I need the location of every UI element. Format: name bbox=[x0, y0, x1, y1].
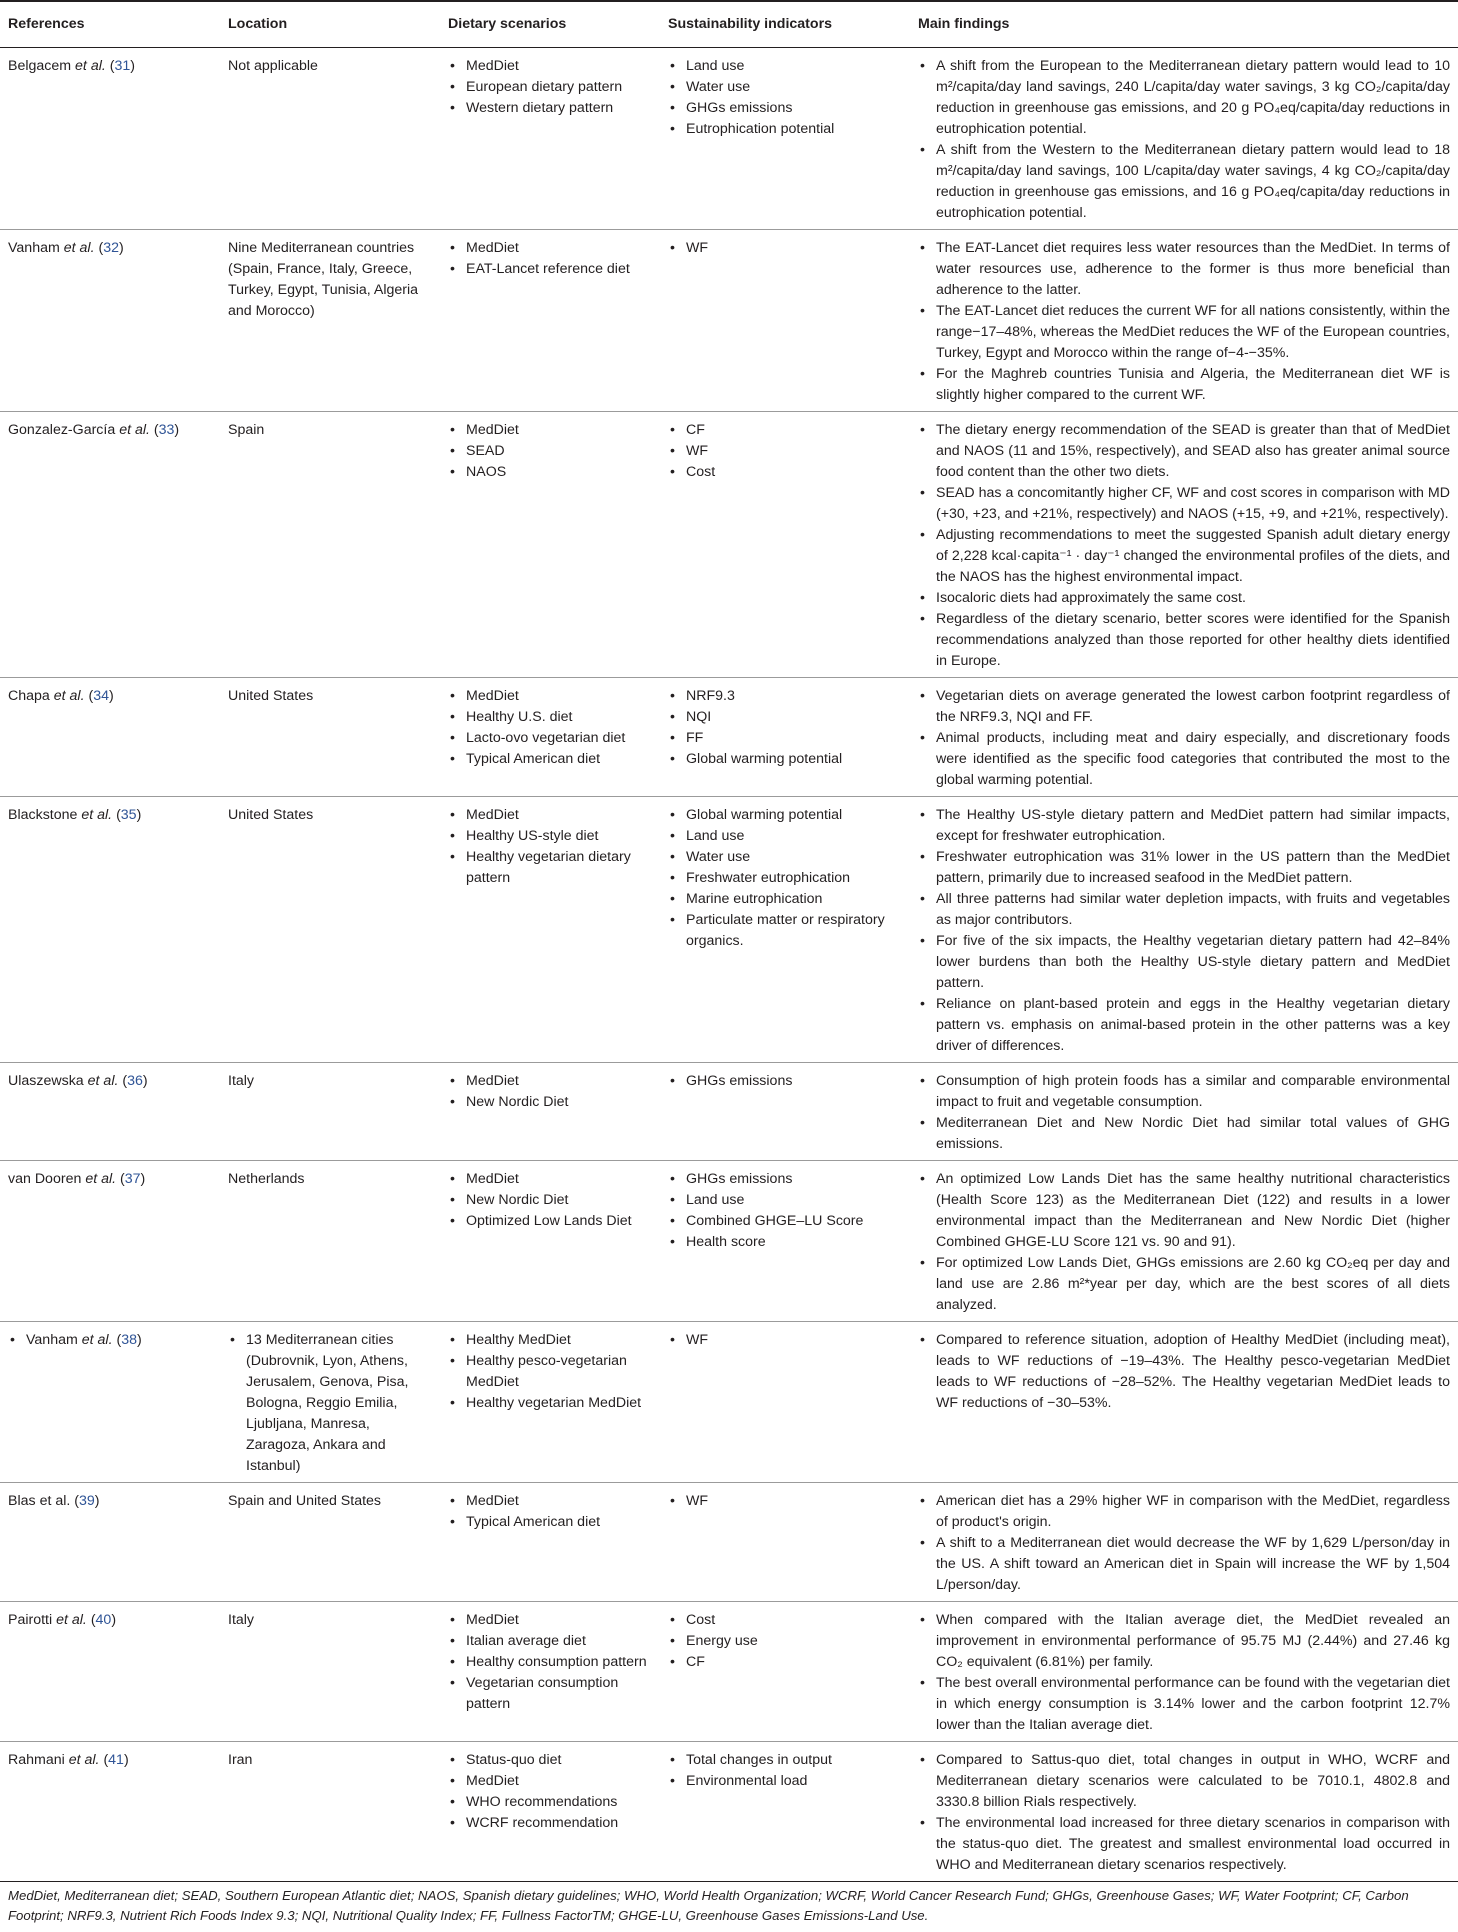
reference-author: Vanham bbox=[8, 240, 60, 256]
citation-link[interactable]: 31 bbox=[114, 58, 131, 74]
finding-item-list bbox=[918, 420, 1450, 672]
location-text: • 13 Mediterranean cities (Dubrovnik, Lyon, Athens, Jerusalem, Genova, Pisa, Bologna, Reggio Emilia, Ljubljana, Manresa, Zaragoza, Ankara and Istanbul) bbox=[228, 1330, 432, 1477]
finding-item: • All three patterns had similar water depletion impacts, with fruits and vegetables as major contributors. bbox=[918, 889, 1450, 931]
citation-link[interactable]: 32 bbox=[103, 240, 119, 256]
reference-author: Blackstone bbox=[8, 807, 78, 823]
findings-cell bbox=[910, 1161, 1458, 1322]
reference-author: Chapa bbox=[8, 688, 50, 704]
indicator-item: • Global warming potential bbox=[668, 805, 902, 826]
finding-item: • The Healthy US-style dietary pattern and MedDiet pattern had similar impacts, except for freshwater eutrophication. bbox=[918, 805, 1450, 847]
scenario-item: • MedDiet bbox=[448, 805, 652, 826]
scenario-item: • Healthy pesco-vegetarian MedDiet bbox=[448, 1351, 652, 1393]
findings-cell bbox=[910, 1322, 1458, 1483]
indicator-item: • Water use bbox=[668, 77, 902, 98]
citation-link[interactable]: 39 bbox=[79, 1493, 95, 1509]
reference-cell: Rahmani et al. (41) bbox=[0, 1742, 220, 1882]
reference-et-al: et al. bbox=[85, 1171, 117, 1187]
finding-item: • The best overall environmental performance can be found with the vegetarian diet in which energy consumption is 3.14% lower and the carbon footprint 12.7% lower than the Italian average diet. bbox=[918, 1673, 1450, 1736]
scenario-item-list bbox=[448, 805, 652, 889]
finding-item: • For five of the six impacts, the Healthy vegetarian dietary pattern had 42–84% lower burdens than both the Healthy US-style dietary pattern and MedDiet pattern. bbox=[918, 931, 1450, 994]
dietary-scenarios-cell bbox=[440, 1063, 660, 1161]
findings-cell bbox=[910, 1483, 1458, 1602]
indicator-item-list bbox=[668, 805, 902, 952]
indicator-item: • Global warming potential bbox=[668, 749, 902, 770]
scenario-item: • EAT-Lancet reference diet bbox=[448, 259, 652, 280]
reference-author: Gonzalez-García bbox=[8, 422, 116, 438]
findings-cell bbox=[910, 412, 1458, 678]
scenario-item: • MedDiet bbox=[448, 238, 652, 259]
reference-et-al: et al. bbox=[75, 58, 106, 74]
table-row bbox=[0, 1742, 1458, 1882]
reference-et-al: et al. bbox=[68, 1752, 100, 1768]
reference-et-al: et al. bbox=[119, 422, 150, 438]
reference-cell: Belgacem et al. (31) bbox=[0, 48, 220, 230]
reference-et-al: et al. bbox=[81, 807, 113, 823]
scenario-item: • MedDiet bbox=[448, 686, 652, 707]
location-cell: Netherlands bbox=[220, 1161, 440, 1322]
indicator-item: • NRF9.3 bbox=[668, 686, 902, 707]
citation-link[interactable]: 33 bbox=[158, 422, 175, 438]
reference-author: Rahmani bbox=[8, 1752, 65, 1768]
indicator-item-list bbox=[668, 56, 902, 140]
location-cell: Spain bbox=[220, 412, 440, 678]
finding-item: • Mediterranean Diet and New Nordic Diet had similar total values of GHG emissions. bbox=[918, 1113, 1450, 1155]
findings-cell bbox=[910, 1063, 1458, 1161]
finding-item-list bbox=[918, 1491, 1450, 1596]
indicators-cell bbox=[660, 1322, 910, 1483]
finding-item-list bbox=[918, 686, 1450, 791]
finding-item: • SEAD has a concomitantly higher CF, WF and cost scores in comparison with MD (+30, +23, and +21%, respectively) and NAOS (+15, +9, and +21%, respectively). bbox=[918, 483, 1450, 525]
indicator-item: • Eutrophication potential bbox=[668, 119, 902, 140]
location-cell: Nine Mediterranean countries (Spain, France, Italy, Greece, Turkey, Egypt, Tunisia, Algeria and Morocco) bbox=[220, 230, 440, 412]
header-references: References bbox=[0, 1, 220, 48]
indicator-item: • Land use bbox=[668, 1190, 902, 1211]
scenario-item-list bbox=[448, 1169, 652, 1232]
finding-item: • The dietary energy recommendation of the SEAD is greater than that of MedDiet and NAOS (11 and 15%, respectively), and SEAD also has greater animal source food content than the other two diets. bbox=[918, 420, 1450, 483]
reference-author: Vanham bbox=[26, 1332, 78, 1348]
indicators-cell bbox=[660, 1063, 910, 1161]
indicator-item: • GHGs emissions bbox=[668, 98, 902, 119]
scenario-item: • European dietary pattern bbox=[448, 77, 652, 98]
location-list bbox=[228, 1330, 432, 1477]
scenario-item: • WCRF recommendation bbox=[448, 1813, 652, 1834]
reference-author: Ulaszewska bbox=[8, 1073, 84, 1089]
dietary-scenarios-cell bbox=[440, 797, 660, 1063]
header-main-findings: Main findings bbox=[910, 1, 1458, 48]
indicator-item: • Energy use bbox=[668, 1631, 902, 1652]
indicator-item-list bbox=[668, 238, 902, 259]
dietary-scenarios-cell bbox=[440, 678, 660, 797]
indicators-cell bbox=[660, 1483, 910, 1602]
scenario-item: • Vegetarian consumption pattern bbox=[448, 1673, 652, 1715]
scenario-item: • MedDiet bbox=[448, 1491, 652, 1512]
finding-item-list bbox=[918, 1610, 1450, 1736]
scenario-item: • MedDiet bbox=[448, 1610, 652, 1631]
finding-item: • An optimized Low Lands Diet has the same healthy nutritional characteristics (Health Score 123) as the Mediterranean Diet (122) and results in a lower environmental impact than the Mediterranean and New Nordic Diet (higher Combined GHGE-LU Score 121 vs. 90 and 91). bbox=[918, 1169, 1450, 1253]
table-row bbox=[0, 230, 1458, 412]
finding-item: • For the Maghreb countries Tunisia and Algeria, the Mediterranean diet WF is slightly higher compared to the current WF. bbox=[918, 364, 1450, 406]
scenario-item: • Healthy U.S. diet bbox=[448, 707, 652, 728]
scenario-item-list bbox=[448, 1330, 652, 1414]
finding-item: • Compared to Sattus-quo diet, total changes in output in WHO, WCRF and Mediterranean dietary scenarios were calculated to be 7010.1, 4802.8 and 3330.8 billion Rials respectively. bbox=[918, 1750, 1450, 1813]
scenario-item: • Healthy consumption pattern bbox=[448, 1652, 652, 1673]
finding-item: • A shift to a Mediterranean diet would decrease the WF by 1,629 L/person/day in the US. A shift toward an American diet in Spain will increase the WF by 1,504 L/person/day. bbox=[918, 1533, 1450, 1596]
indicator-item-list bbox=[668, 1071, 902, 1092]
citation-link[interactable]: 38 bbox=[121, 1332, 137, 1348]
header-sustainability-indicators: Sustainability indicators bbox=[660, 1, 910, 48]
finding-item: • The environmental load increased for three dietary scenarios in comparison with the status-quo diet. The greatest and smallest environmental load occurred in WHO and Mediterranean dietary scenarios respectively. bbox=[918, 1813, 1450, 1876]
reference-cell: Ulaszewska et al. (36) bbox=[0, 1063, 220, 1161]
indicator-item: • Particulate matter or respiratory organics. bbox=[668, 910, 902, 952]
scenario-item: • Healthy US-style diet bbox=[448, 826, 652, 847]
reference-et-al: et al. bbox=[53, 688, 85, 704]
indicator-item: • Health score bbox=[668, 1232, 902, 1253]
scenario-item: • Typical American diet bbox=[448, 1512, 652, 1533]
finding-item: • Consumption of high protein foods has a similar and comparable environmental impact to fruit and vegetable consumption. bbox=[918, 1071, 1450, 1113]
location-cell: Italy bbox=[220, 1063, 440, 1161]
reference-author: Belgacem bbox=[8, 58, 72, 74]
scenario-item: • Italian average diet bbox=[448, 1631, 652, 1652]
scenario-item-list bbox=[448, 238, 652, 280]
indicators-cell bbox=[660, 678, 910, 797]
finding-item-list bbox=[918, 805, 1450, 1057]
dietary-scenarios-cell bbox=[440, 1322, 660, 1483]
scenario-item: • Lacto-ovo vegetarian diet bbox=[448, 728, 652, 749]
reference-author: Blas bbox=[8, 1493, 36, 1509]
dietary-scenarios-cell bbox=[440, 1483, 660, 1602]
reference-et-al: et al. bbox=[81, 1332, 113, 1348]
scenario-item: • Typical American diet bbox=[448, 749, 652, 770]
indicators-cell bbox=[660, 412, 910, 678]
indicator-item: • Combined GHGE–LU Score bbox=[668, 1211, 902, 1232]
indicator-item: • WF bbox=[668, 238, 902, 259]
scenario-item-list bbox=[448, 56, 652, 119]
scenario-item: • Optimized Low Lands Diet bbox=[448, 1211, 652, 1232]
scenario-item: • Healthy MedDiet bbox=[448, 1330, 652, 1351]
reference-et-al: et al. bbox=[39, 1493, 71, 1509]
finding-item: • Reliance on plant-based protein and eggs in the Healthy vegetarian dietary pattern vs. emphasis on animal-based protein in the other patterns was a key driver of differences. bbox=[918, 994, 1450, 1057]
header-location: Location bbox=[220, 1, 440, 48]
scenario-item: • MedDiet bbox=[448, 420, 652, 441]
location-cell: United States bbox=[220, 797, 440, 1063]
findings-cell bbox=[910, 48, 1458, 230]
reference-et-al: et al. bbox=[63, 240, 95, 256]
table-row bbox=[0, 1322, 1458, 1483]
indicators-cell bbox=[660, 1742, 910, 1882]
findings-cell bbox=[910, 678, 1458, 797]
finding-item: • Vegetarian diets on average generated the lowest carbon footprint regardless of the NRF9.3, NQI and FF. bbox=[918, 686, 1450, 728]
reference-cell: Vanham et al. (32) bbox=[0, 230, 220, 412]
table-header bbox=[0, 1, 1458, 48]
scenario-item: • MedDiet bbox=[448, 56, 652, 77]
scenario-item: • SEAD bbox=[448, 441, 652, 462]
reference-cell bbox=[0, 1322, 220, 1483]
location-cell: Not applicable bbox=[220, 48, 440, 230]
indicator-item: • GHGs emissions bbox=[668, 1071, 902, 1092]
findings-cell bbox=[910, 1742, 1458, 1882]
indicator-item-list bbox=[668, 420, 902, 483]
table-footnote: MedDiet, Mediterranean diet; SEAD, Southern European Atlantic diet; NAOS, Spanish dietary guidelines; WHO, World Health Organization; WCRF, World Cancer Research Fund; GHGs, Greenhouse Gases; WF, Water Footprint; CF, Carbon Footprint; NRF9.3, Nutrient Rich Foods Index 9.3; NQI, Nutritional Quality Index; FF, Fullness FactorTM; GHGE-LU, Greenhouse Gases Emissions-Land Use. bbox=[8, 1888, 1409, 1923]
location-cell bbox=[220, 1322, 440, 1483]
finding-item: • A shift from the European to the Mediterranean dietary pattern would lead to 10 m²/capita/day land savings, 240 L/capita/day water savings, 3 kg CO₂/capita/day reduction in greenhouse gas emissions, and 20 g PO₄eq/capita/day reductions in eutrophication potential. bbox=[918, 56, 1450, 140]
dietary-scenarios-cell bbox=[440, 1602, 660, 1742]
finding-item: • American diet has a 29% higher WF in comparison with the MedDiet, regardless of product's origin. bbox=[918, 1491, 1450, 1533]
reference-list bbox=[8, 1330, 212, 1351]
reference-item: • Vanham et al. (38) bbox=[8, 1330, 212, 1351]
citation-link[interactable]: 37 bbox=[124, 1171, 141, 1187]
indicator-item: • CF bbox=[668, 1652, 902, 1673]
reference-et-al: et al. bbox=[56, 1612, 87, 1628]
scenario-item: • MedDiet bbox=[448, 1771, 652, 1792]
indicator-item: • Freshwater eutrophication bbox=[668, 868, 902, 889]
table-row bbox=[0, 797, 1458, 1063]
finding-item: • A shift from the Western to the Mediterranean dietary pattern would lead to 18 m²/capita/day land savings, 100 L/capita/day water savings, 4 kg CO₂/capita/day reduction in greenhouse gas emissions, and 16 g PO₄eq/capita/day reductions in eutrophication potential. bbox=[918, 140, 1450, 224]
reference-cell: Blas et al. (39) bbox=[0, 1483, 220, 1602]
table-row bbox=[0, 1602, 1458, 1742]
reference-cell: Chapa et al. (34) bbox=[0, 678, 220, 797]
scenario-item: • Healthy vegetarian MedDiet bbox=[448, 1393, 652, 1414]
finding-item: • The EAT-Lancet diet requires less water resources than the MedDiet. In terms of water resources use, adherence to the former is thus more beneficial than adherence to the latter. bbox=[918, 238, 1450, 301]
finding-item: • For optimized Low Lands Diet, GHGs emissions are 2.60 kg CO₂eq per day and land use are 2.86 m²*year per day, which are the best scores of all diets analyzed. bbox=[918, 1253, 1450, 1316]
scenario-item-list bbox=[448, 1610, 652, 1715]
finding-item: • Freshwater eutrophication was 31% lower in the US pattern than the MedDiet pattern, primarily due to increased seafood in the MedDiet pattern. bbox=[918, 847, 1450, 889]
table-body bbox=[0, 48, 1458, 1882]
citation-link[interactable]: 41 bbox=[108, 1752, 124, 1768]
scenario-item: • New Nordic Diet bbox=[448, 1092, 652, 1113]
reference-author: Pairotti bbox=[8, 1612, 53, 1628]
indicator-item: • Environmental load bbox=[668, 1771, 902, 1792]
citation-link[interactable]: 40 bbox=[95, 1612, 112, 1628]
reference-cell: Pairotti et al. (40) bbox=[0, 1602, 220, 1742]
table-row bbox=[0, 1483, 1458, 1602]
location-cell: Italy bbox=[220, 1602, 440, 1742]
table-row bbox=[0, 1161, 1458, 1322]
citation-link[interactable]: 36 bbox=[127, 1073, 143, 1089]
indicator-item: • NQI bbox=[668, 707, 902, 728]
location-cell: Iran bbox=[220, 1742, 440, 1882]
indicator-item: • WF bbox=[668, 1491, 902, 1512]
finding-item-list bbox=[918, 1750, 1450, 1876]
scenario-item-list bbox=[448, 1071, 652, 1113]
table-row bbox=[0, 1063, 1458, 1161]
indicator-item-list bbox=[668, 686, 902, 770]
indicator-item-list bbox=[668, 1610, 902, 1673]
indicators-cell bbox=[660, 1602, 910, 1742]
finding-item: • When compared with the Italian average diet, the MedDiet revealed an improvement in environmental performance of 95.75 MJ (2.44%) and 27.46 kg CO₂ equivalent (6.81%) per family. bbox=[918, 1610, 1450, 1673]
indicators-cell bbox=[660, 230, 910, 412]
finding-item-list bbox=[918, 1071, 1450, 1155]
finding-item: • Adjusting recommendations to meet the suggested Spanish adult dietary energy of 2,228 kcal·capita⁻¹ · day⁻¹ changed the environmental profiles of the diets, and the NAOS has the highest environmental impact. bbox=[918, 525, 1450, 588]
table-row bbox=[0, 678, 1458, 797]
dietary-scenarios-cell bbox=[440, 230, 660, 412]
scenario-item: • WHO recommendations bbox=[448, 1792, 652, 1813]
scenario-item: • Status-quo diet bbox=[448, 1750, 652, 1771]
reference-et-al: et al. bbox=[87, 1073, 119, 1089]
finding-item: • Compared to reference situation, adoption of Healthy MedDiet (including meat), leads to WF reductions of −19–43%. The Healthy pesco-vegetarian MedDiet leads to WF reductions of −28–52%. The Healthy vegetarian MedDiet leads to WF reductions of −30–53%. bbox=[918, 1330, 1450, 1414]
indicators-cell bbox=[660, 797, 910, 1063]
scenario-item-list bbox=[448, 420, 652, 483]
dietary-scenarios-cell bbox=[440, 48, 660, 230]
indicator-item-list bbox=[668, 1491, 902, 1512]
scenario-item-list bbox=[448, 686, 652, 770]
reference-cell: Gonzalez-García et al. (33) bbox=[0, 412, 220, 678]
finding-item-list bbox=[918, 1330, 1450, 1414]
indicator-item: • WF bbox=[668, 441, 902, 462]
table-row bbox=[0, 412, 1458, 678]
finding-item: • Isocaloric diets had approximately the same cost. bbox=[918, 588, 1450, 609]
scenario-item: • New Nordic Diet bbox=[448, 1190, 652, 1211]
location-cell: United States bbox=[220, 678, 440, 797]
scenario-item-list bbox=[448, 1750, 652, 1834]
finding-item: • Animal products, including meat and dairy especially, and discretionary foods were identified as the specific food categories that contributed the most to the global warming potential. bbox=[918, 728, 1450, 791]
table-row bbox=[0, 48, 1458, 230]
indicator-item: • FF bbox=[668, 728, 902, 749]
finding-item: • The EAT-Lancet diet reduces the current WF for all nations consistently, within the range−17–48%, whereas the MedDiet reduces the WF of the European countries, Turkey, Egypt and Morocco within the range of−4-−35%. bbox=[918, 301, 1450, 364]
scenario-item: • MedDiet bbox=[448, 1169, 652, 1190]
findings-cell bbox=[910, 230, 1458, 412]
location-cell: Spain and United States bbox=[220, 1483, 440, 1602]
scenario-item: • Healthy vegetarian dietary pattern bbox=[448, 847, 652, 889]
dietary-scenarios-cell bbox=[440, 1742, 660, 1882]
header-dietary-scenarios: Dietary scenarios bbox=[440, 1, 660, 48]
finding-item: • Regardless of the dietary scenario, better scores were identified for the Spanish recommendations analyzed than those reported for other healthy diets identified in Europe. bbox=[918, 609, 1450, 672]
indicator-item: • Cost bbox=[668, 1610, 902, 1631]
indicator-item: • WF bbox=[668, 1330, 902, 1351]
indicators-cell bbox=[660, 1161, 910, 1322]
indicator-item: • GHGs emissions bbox=[668, 1169, 902, 1190]
scenario-item: • NAOS bbox=[448, 462, 652, 483]
indicator-item: • Cost bbox=[668, 462, 902, 483]
reference-cell: van Dooren et al. (37) bbox=[0, 1161, 220, 1322]
indicator-item: • Total changes in output bbox=[668, 1750, 902, 1771]
indicator-item: • Land use bbox=[668, 56, 902, 77]
findings-cell bbox=[910, 1602, 1458, 1742]
indicator-item: • Land use bbox=[668, 826, 902, 847]
citation-link[interactable]: 35 bbox=[120, 807, 137, 823]
scenario-item: • Western dietary pattern bbox=[448, 98, 652, 119]
dietary-scenarios-cell bbox=[440, 1161, 660, 1322]
finding-item-list bbox=[918, 238, 1450, 406]
indicator-item-list bbox=[668, 1750, 902, 1792]
scenario-item-list bbox=[448, 1491, 652, 1533]
scenario-item: • MedDiet bbox=[448, 1071, 652, 1092]
indicators-cell bbox=[660, 48, 910, 230]
indicator-item-list bbox=[668, 1330, 902, 1351]
reference-cell: Blackstone et al. (35) bbox=[0, 797, 220, 1063]
citation-link[interactable]: 34 bbox=[93, 688, 109, 704]
findings-cell bbox=[910, 797, 1458, 1063]
indicator-item: • CF bbox=[668, 420, 902, 441]
indicator-item: • Marine eutrophication bbox=[668, 889, 902, 910]
dietary-scenarios-cell bbox=[440, 412, 660, 678]
reference-author: van Dooren bbox=[8, 1171, 82, 1187]
indicator-item: • Water use bbox=[668, 847, 902, 868]
indicator-item-list bbox=[668, 1169, 902, 1253]
finding-item-list bbox=[918, 1169, 1450, 1316]
finding-item-list bbox=[918, 56, 1450, 224]
